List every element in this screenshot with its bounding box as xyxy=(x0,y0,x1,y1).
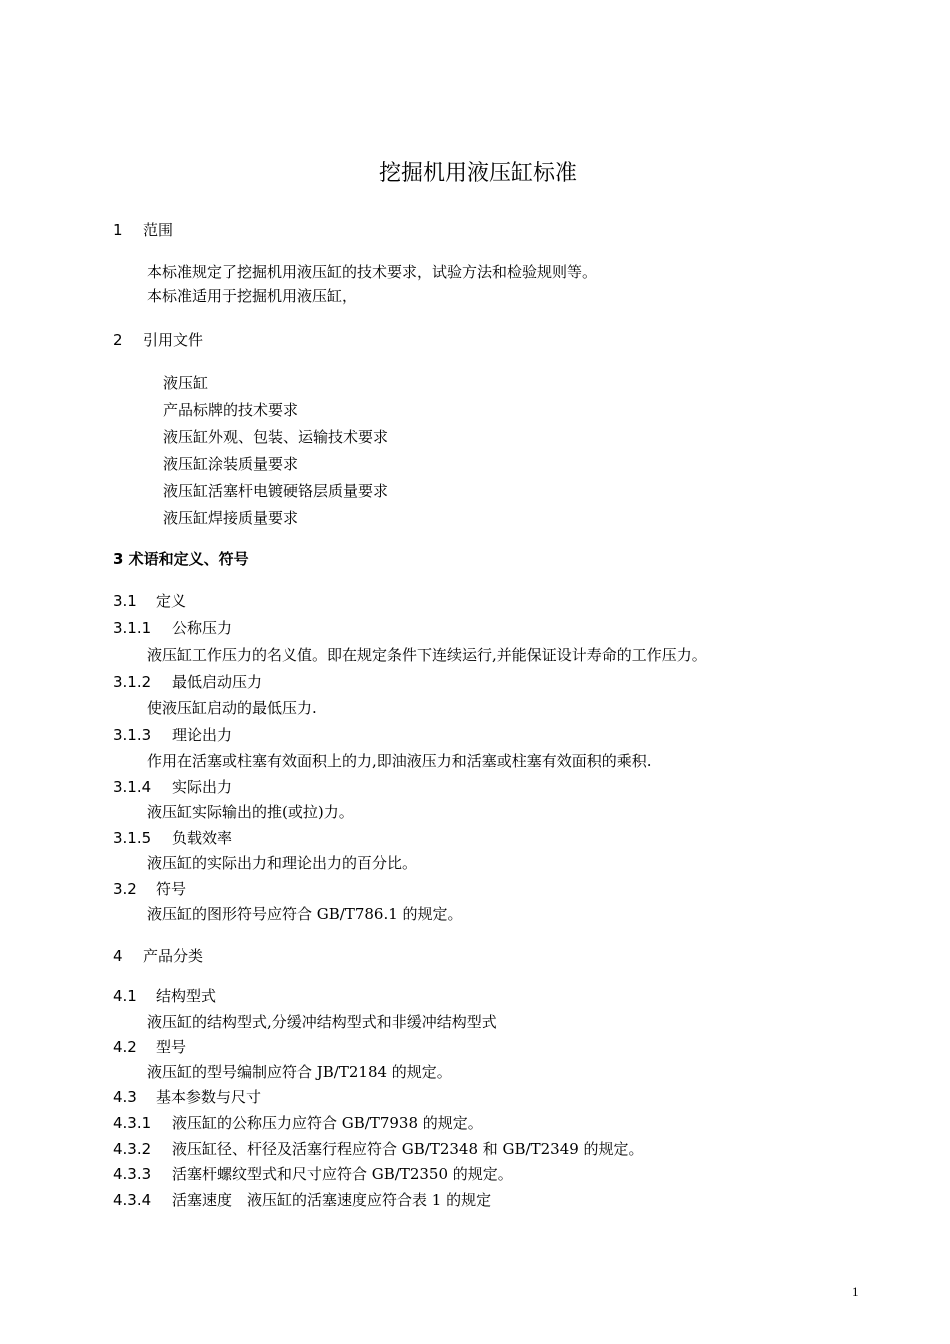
clause-number: 4.3.2 xyxy=(113,1140,152,1158)
clause-text: 作用在活塞或柱塞有效面积上的力,即油液压力和活塞或柱塞有效面积的乘积. xyxy=(147,752,652,770)
clause-number: 4.3.1 xyxy=(113,1114,152,1132)
clause-number: 4.3 xyxy=(113,1088,137,1106)
reference-item: 液压缸焊接质量要求 xyxy=(163,509,299,527)
clause-text: 液压缸的型号编制应符合 JB/T2184 的规定。 xyxy=(147,1063,452,1081)
clause-heading: 负载效率 xyxy=(172,829,233,847)
clause-number: 3.1.3 xyxy=(113,726,152,744)
clause-heading: 实际出力 xyxy=(172,778,233,796)
clause-text: 液压缸径、杆径及活塞行程应符合 GB/T2348 和 GB/T2349 的规定。 xyxy=(172,1140,644,1158)
section-2-heading: 引用文件 xyxy=(143,331,204,349)
section-4-number: 4 xyxy=(113,947,123,965)
clause-text: 液压缸的实际出力和理论出力的百分比。 xyxy=(147,854,418,872)
section-1-paragraph: 本标准规定了挖掘机用液压缸的技术要求，试验方法和检验规则等。 xyxy=(147,263,598,281)
clause-number: 3.1.1 xyxy=(113,619,152,637)
document-title: 挖掘机用液压缸标准 xyxy=(379,161,578,186)
clause-heading: 基本参数与尺寸 xyxy=(156,1088,262,1106)
clause-text: 活塞杆螺纹型式和尺寸应符合 GB/T2350 的规定。 xyxy=(172,1165,513,1183)
section-4-heading: 产品分类 xyxy=(143,947,204,965)
clause-heading: 符号 xyxy=(156,880,187,898)
section-2-number: 2 xyxy=(113,331,123,349)
clause-text: 液压缸的结构型式,分缓冲结构型式和非缓冲结构型式 xyxy=(147,1013,497,1031)
reference-item: 液压缸涂装质量要求 xyxy=(163,455,299,473)
clause-number: 4.2 xyxy=(113,1038,137,1056)
clause-heading: 型号 xyxy=(156,1038,187,1056)
clause-text: 液压缸实际输出的推(或拉)力。 xyxy=(147,803,354,821)
clause-text: 液压缸的公称压力应符合 GB/T7938 的规定。 xyxy=(172,1114,483,1132)
clause-heading: 理论出力 xyxy=(172,726,233,744)
reference-item: 液压缸 xyxy=(163,374,209,392)
clause-text: 液压缸工作压力的名义值。即在规定条件下连续运行,并能保证设计寿命的工作压力。 xyxy=(147,646,707,664)
clause-number: 4.3.3 xyxy=(113,1165,152,1183)
clause-number: 3.1.2 xyxy=(113,673,152,691)
section-1-heading: 范围 xyxy=(143,221,174,239)
reference-item: 产品标牌的技术要求 xyxy=(163,401,299,419)
section-3-heading: 3 术语和定义、符号 xyxy=(113,550,249,568)
clause-number: 4.1 xyxy=(113,987,137,1005)
clause-heading: 结构型式 xyxy=(156,987,217,1005)
clause-text: 活塞速度 液压缸的活塞速度应符合表 1 的规定 xyxy=(172,1191,492,1209)
page-number: 1 xyxy=(852,1284,859,1299)
clause-number: 4.3.4 xyxy=(113,1191,152,1209)
clause-number: 3.1.5 xyxy=(113,829,152,847)
section-1-number: 1 xyxy=(113,221,123,239)
reference-item: 液压缸活塞杆电镀硬铬层质量要求 xyxy=(163,482,389,500)
clause-text: 使液压缸启动的最低压力. xyxy=(147,699,317,717)
clause-number: 3.2 xyxy=(113,880,137,898)
clause-text: 液压缸的图形符号应符合 GB/T786.1 的规定。 xyxy=(147,905,463,923)
clause-number: 3.1.4 xyxy=(113,778,152,796)
clause-heading: 公称压力 xyxy=(172,619,233,637)
reference-item: 液压缸外观、包装、运输技术要求 xyxy=(163,428,389,446)
section-1-paragraph: 本标准适用于挖掘机用液压缸， xyxy=(147,287,358,305)
clause-heading: 定义 xyxy=(156,592,187,610)
clause-number: 3.1 xyxy=(113,592,137,610)
clause-heading: 最低启动压力 xyxy=(172,673,263,691)
